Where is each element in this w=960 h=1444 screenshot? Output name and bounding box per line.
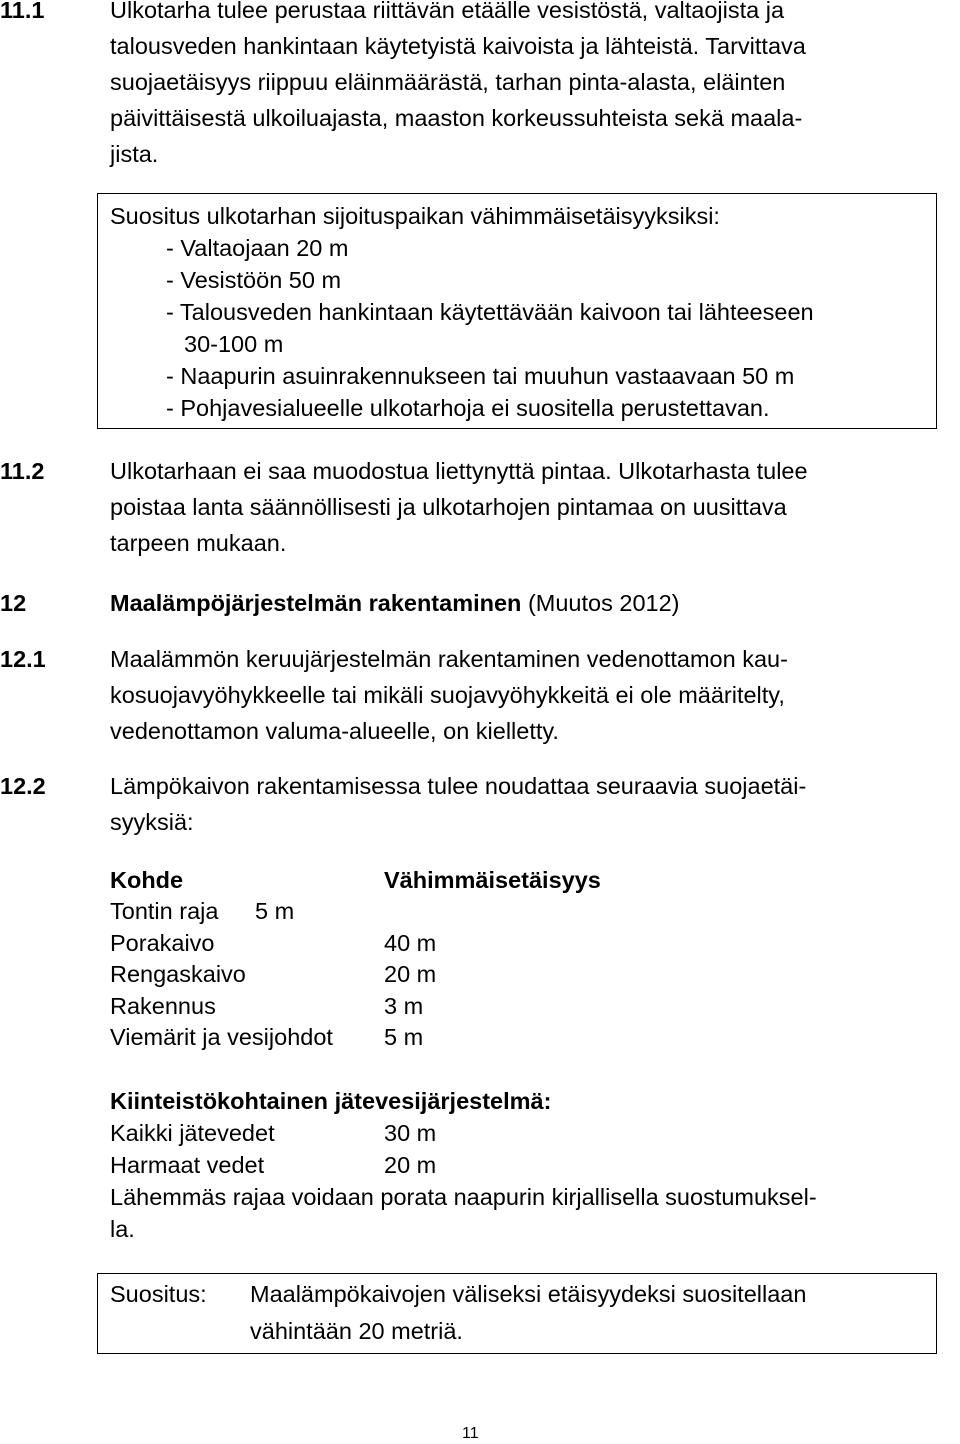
section-number-11-1: 11.1 — [0, 0, 45, 23]
recommendation-item: - Naapurin asuinrakennukseen tai muuhun vastaavaan 50 m — [166, 363, 795, 389]
table-cell-distance: 40 m — [384, 930, 437, 956]
text-line: syyksiä: — [110, 809, 194, 835]
section-11-2-text — [110, 455, 808, 559]
text-line: Ulkotarhaan ei saa muodostua liettynyttä pintaa. Ulkotarhasta tulee — [110, 458, 808, 484]
text-line: poistaa lanta säännöllisesti ja ulkotarhojen pintamaa on uusittava — [110, 494, 787, 520]
wastewater-note-line: Lähemmäs rajaa voidaan porata naapurin kirjallisella suostumuksel- — [110, 1184, 817, 1210]
table-cell-distance: 20 m — [384, 961, 437, 987]
wastewater-note-line: la. — [110, 1216, 135, 1242]
wastewater-cell-target: Harmaat vedet — [110, 1152, 265, 1178]
section-12-2-text — [110, 770, 806, 838]
text-line: suojaetäisyys riippuu eläinmäärästä, tarhan pinta-alasta, eläinten — [110, 69, 786, 95]
wastewater-title: Kiinteistökohtainen jätevesijärjestelmä: — [110, 1088, 552, 1114]
recommendation-item: - Vesistöön 50 m — [166, 267, 342, 293]
table-cell-target: Rakennus — [110, 993, 216, 1019]
section-number-12-2: 12.2 — [0, 773, 46, 799]
table-cell-distance: 5 m — [384, 1024, 424, 1050]
wastewater-cell-distance: 30 m — [384, 1120, 437, 1146]
table-cell-target: Viemärit ja vesijohdot — [110, 1024, 333, 1050]
recommendation-line: Maalämpökaivojen väliseksi etäisyydeksi suositellaan — [250, 1281, 807, 1307]
table-cell-distance: 5 m — [255, 898, 295, 924]
recommendation-line: vähintään 20 metriä. — [250, 1318, 463, 1344]
recommendation-label: Suositus: — [110, 1281, 207, 1307]
table-cell-target: Tontin raja — [110, 898, 219, 924]
recommendation-item: - Valtaojaan 20 m — [166, 235, 349, 261]
section-number-11-2: 11.2 — [0, 458, 45, 484]
recommendation-item: - Talousveden hankintaan käytettävään kaivoon tai lähteeseen — [166, 299, 814, 325]
recommendation-title: Suositus ulkotarhan sijoituspaikan vähimmäisetäisyyksiksi: — [110, 203, 720, 229]
text-line: kosuojavyöhykkeelle tai mikäli suojavyöhykkeitä ei ole määritelty, — [110, 682, 785, 708]
text-line: Lämpökaivon rakentamisessa tulee noudattaa seuraavia suojaetäi- — [110, 773, 807, 799]
text-line: jista. — [110, 141, 159, 167]
wastewater-cell-distance: 20 m — [384, 1152, 437, 1178]
text-line: tarpeen mukaan. — [110, 530, 287, 556]
text-line: päivittäisestä ulkoiluajasta, maaston korkeussuhteista sekä maala- — [110, 105, 803, 131]
section-number-12: 12 — [0, 590, 27, 616]
recommendation-item-continuation: 30-100 m — [184, 331, 284, 357]
recommendation-item: - Pohjavesialueelle ulkotarhoja ei suositella perustettavan. — [166, 395, 770, 421]
table-cell-target: Porakaivo — [110, 930, 215, 956]
page-number: 11 — [462, 1425, 479, 1442]
text-line: vedenottamon valuma-alueelle, on kielletty. — [110, 718, 559, 744]
section-12-title: Maalämpöjärjestelmän rakentaminen — [110, 590, 522, 616]
section-11-1-text — [110, 0, 806, 170]
wastewater-cell-target: Kaikki jätevedet — [110, 1120, 275, 1146]
table-cell-distance: 3 m — [384, 993, 424, 1019]
section-12-heading — [110, 587, 679, 619]
section-12-1-text — [110, 643, 788, 747]
table-header-distance: Vähimmäisetäisyys — [384, 867, 601, 893]
text-line: Maalämmön keruujärjestelmän rakentaminen vedenottamon kau- — [110, 646, 788, 672]
text-line: talousveden hankintaan käytetyistä kaivoista ja lähteistä. Tarvittava — [110, 33, 806, 59]
section-number-12-1: 12.1 — [0, 646, 46, 672]
section-12-note: (Muutos 2012) — [527, 590, 680, 616]
text-line: Ulkotarha tulee perustaa riittävän etäälle vesistöstä, valtaojista ja — [110, 0, 785, 23]
table-header-target: Kohde — [110, 867, 184, 893]
table-cell-target: Rengaskaivo — [110, 961, 246, 987]
